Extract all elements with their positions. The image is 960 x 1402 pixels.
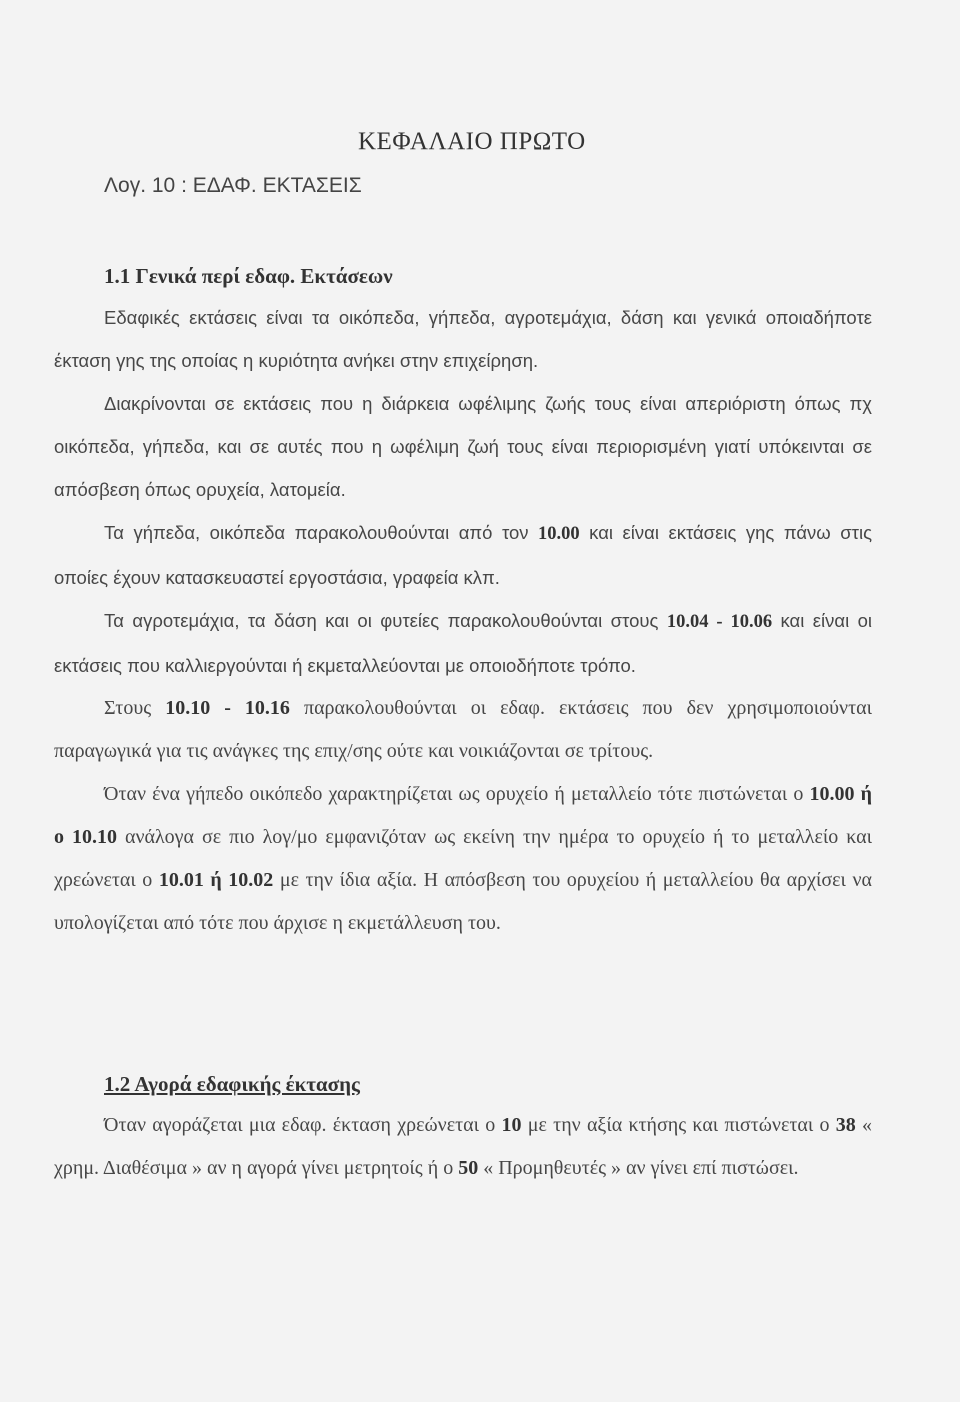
- paragraph-text: και είναι εκτάσεις γης πάνω στις οποίες έχουν κατασκευαστεί εργοστάσια, γραφεία κλπ.: [54, 522, 872, 588]
- paragraph: Εδαφικές εκτάσεις είναι τα οικόπεδα, γήπεδα, αγροτεμάχια, δάση και γενικά οποιαδήποτε έκταση γης της οποίας η κυριότητα ανήκει στην επιχείρηση.: [54, 307, 872, 371]
- section-heading: 1.2 Αγορά εδαφικής έκτασης: [104, 1072, 360, 1096]
- paragraph-text: Όταν αγοράζεται μια εδαφ. έκταση χρεώνεται ο: [104, 1114, 502, 1136]
- chapter-title: ΚΕΦΑΛΑΙΟ ΠΡΩΤΟ: [358, 128, 586, 155]
- account-label: Λογ. 10 : ΕΔΑΦ. ΕΚΤΑΣΕΙΣ: [104, 174, 362, 197]
- paragraph-text: με την αξία κτήσης και πιστώνεται ο: [521, 1114, 836, 1136]
- account-code: 50: [458, 1157, 479, 1179]
- paragraph-text: Στους: [104, 697, 166, 719]
- account-code: 10.10 - 10.16: [165, 697, 290, 719]
- paragraph: [54, 687, 872, 773]
- section-heading: 1.1 Γενικά περί εδαφ. Εκτάσεων: [104, 264, 393, 288]
- paragraph: Διακρίνονται σε εκτάσεις που η διάρκεια ωφέλιμης ζωής τους είναι απεριόριστη όπως πχ οικόπεδα, γήπεδα, και σε αυτές που η ωφέλιμη ζωή τους είναι περιορισμένη γιατί υπόκεινται σε απόσβεση όπως ορυχεία, λατομεία.: [54, 393, 872, 500]
- paragraph: [54, 1104, 872, 1190]
- account-code: 10: [501, 1114, 522, 1136]
- account-code: 38: [835, 1114, 856, 1136]
- account-code: 10.00 ή ο 10.10: [54, 783, 872, 848]
- account-code: 10.00: [538, 524, 580, 544]
- paragraph-text: « χρημ. Διαθέσιμα » αν η αγορά γίνει μετρητοίς ή ο: [54, 1114, 872, 1179]
- section-general: [54, 256, 872, 945]
- paragraph: [54, 599, 872, 687]
- paragraph-text: ανάλογα σε πιο λογ/μο εμφανιζόταν ως εκείνη την ημέρα το ορυχείο ή το μεταλλείο και χρεώνεται ο: [54, 826, 873, 891]
- paragraph-text: Τα γήπεδα, οικόπεδα παρακολουθούνται από τον: [104, 522, 539, 543]
- paragraph-text: Τα αγροτεμάχια, τα δάση και οι φυτείες παρακολουθούνται στους: [104, 610, 667, 631]
- paragraph-text: « Προμηθευτές » αν γίνει επί πιστώσει.: [478, 1157, 799, 1179]
- paragraph-text: και είναι οι εκτάσεις που καλλιεργούνται ή εκμεταλλεύονται με οποιοδήποτε τρόπο.: [54, 610, 873, 676]
- section-purchase: [54, 1064, 872, 1190]
- paragraph: [54, 511, 872, 599]
- account-code: 10.04 - 10.06: [666, 612, 773, 632]
- paragraph-text: με την ίδια αξία. Η απόσβεση του ορυχείου ή μεταλλείου θα αρχίσει να υπολογίζεται από τότε που άρχισε η εκμετάλλευση του.: [54, 869, 873, 934]
- paragraph: [54, 773, 872, 945]
- paragraph-text: Όταν ένα γήπεδο οικόπεδο χαρακτηρίζεται ως ορυχείο ή μεταλλείο τότε πιστώνεται ο: [104, 783, 810, 805]
- paragraph-text: παρακολουθούνται οι εδαφ. εκτάσεις που δεν χρησιμοποιούνται παραγωγικά για τις ανάγκες της επιχ/σης ούτε και νοικιάζονται σε τρίτους.: [54, 697, 873, 762]
- account-code: 10.01 ή 10.02: [158, 869, 274, 891]
